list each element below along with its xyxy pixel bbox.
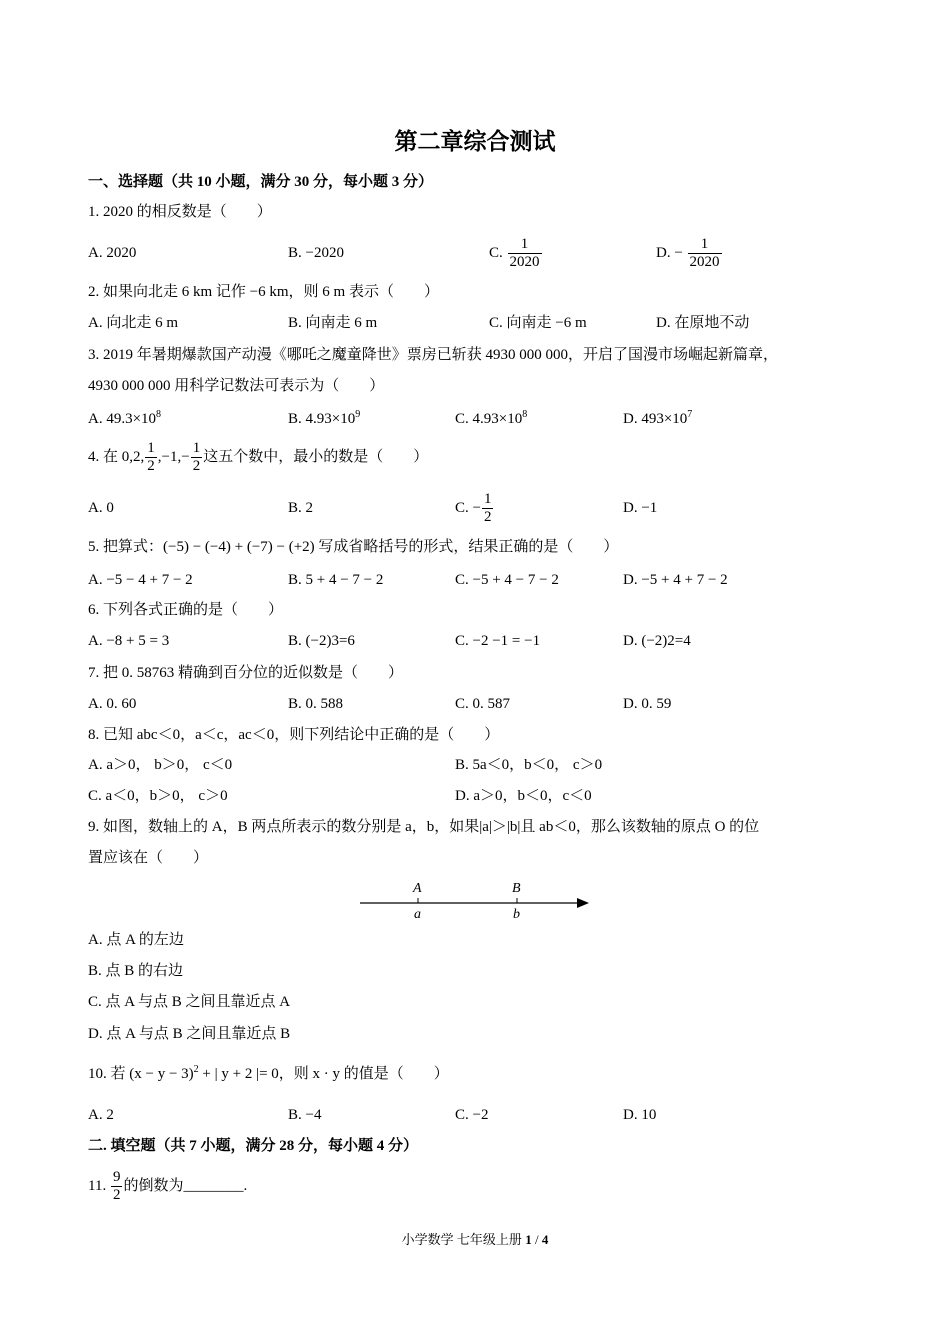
- footer-text: 小学数学 七年级上册: [401, 1232, 526, 1247]
- section-heading-fill: 二. 填空题（共 7 小题，满分 28 分，每小题 4 分）: [88, 1138, 419, 1154]
- option-label: C.: [489, 245, 503, 261]
- question-4-option-c: [455, 485, 494, 531]
- question-3-option-c: [455, 409, 527, 429]
- option-text: D. 493×10: [623, 411, 688, 427]
- question-5-stem: 5. 把算式：(−5) − (−4) + (−7) − (+2) 写成省略括号的形式，结果正确的是（ ）: [88, 539, 619, 555]
- question-2-option-c: C. 向南走 −6 m: [489, 315, 587, 331]
- fraction: [508, 236, 542, 271]
- question-2-option-a: A. 向北走 6 m: [88, 315, 179, 331]
- question-7-option-a: A. 0. 60: [88, 696, 137, 712]
- question-3-stem-line1: 3. 2019 年暑期爆款国产动漫《哪吒之魔童降世》票房已斩获 4930 000 000，开启了国漫市场崛起新篇章，: [88, 347, 779, 363]
- question-1-option-d: [656, 230, 723, 276]
- page-separator: /: [531, 1232, 542, 1247]
- question-8-option-b: B. 5a＜0，b＜0， c＞0: [455, 757, 603, 773]
- exponent: 9: [355, 409, 361, 420]
- question-8-option-d: D. a＞0，b＜0，c＜0: [455, 788, 592, 804]
- fraction-numerator: 1: [483, 491, 492, 508]
- question-1-option-b: B. −2020: [288, 245, 344, 261]
- question-2-option-d: D. 在原地不动: [656, 315, 750, 331]
- fraction: [111, 1169, 123, 1204]
- fraction-numerator: 1: [147, 440, 155, 457]
- fraction-denominator: 2: [147, 458, 155, 475]
- question-10-option-a: A. 2: [88, 1107, 114, 1123]
- stem-text: + | y + 2 |= 0，则 x · y 的值是（ ）: [198, 1066, 449, 1082]
- question-7-option-c: C. 0. 587: [455, 696, 511, 712]
- question-7-option-b: B. 0. 588: [288, 696, 344, 712]
- stem-text: 10. 若 (x − y − 3): [88, 1066, 194, 1082]
- question-6-option-b: B. (−2)3=6: [288, 633, 355, 649]
- question-7-option-d: D. 0. 59: [623, 696, 672, 712]
- exponent: 2: [193, 1064, 199, 1075]
- option-text: B. 4.93×10: [288, 411, 356, 427]
- exponent: 8: [156, 409, 162, 420]
- option-text: A. 49.3×10: [88, 411, 157, 427]
- fraction: [482, 491, 494, 526]
- fraction: [145, 440, 157, 475]
- question-7-stem: 7. 把 0. 58763 精确到百分位的近似数是（ ）: [88, 665, 404, 681]
- question-9-stem-line2: 置应该在（ ）: [88, 850, 209, 866]
- stem-text: 这五个数中，最小的数是（ ）: [203, 449, 429, 465]
- page-number: 1: [525, 1232, 532, 1247]
- fraction-denominator: 2: [192, 458, 201, 475]
- question-3-option-a: [88, 409, 161, 429]
- fraction-numerator: 1: [688, 236, 722, 254]
- question-9-option-c: C. 点 A 与点 B 之间且靠近点 A: [88, 994, 291, 1010]
- question-3-option-d: [623, 409, 692, 429]
- question-8-option-c: C. a＜0，b＞0， c＞0: [88, 788, 228, 804]
- question-6-stem: 6. 下列各式正确的是（ ）: [88, 602, 284, 618]
- stem-text: 11.: [88, 1178, 110, 1194]
- section-heading-choice: 一、选择题（共 10 小题，满分 30 分，每小题 3 分）: [88, 174, 434, 190]
- fraction: [688, 236, 722, 271]
- fraction-denominator: 2: [483, 509, 492, 526]
- question-10-stem: [88, 1064, 449, 1084]
- question-2-option-b: B. 向南走 6 m: [288, 315, 378, 331]
- question-8-stem: 8. 已知 abc＜0，a＜c，ac＜0，则下列结论中正确的是（ ）: [88, 727, 500, 743]
- value-b-label: b: [513, 907, 520, 922]
- fraction-numerator: 1: [508, 236, 542, 254]
- stem-text: 的倒数为________.: [123, 1178, 248, 1194]
- stem-text: ,−1,−: [157, 449, 190, 465]
- fraction-denominator: 2020: [509, 254, 540, 271]
- fraction-denominator: 2020: [689, 254, 720, 271]
- question-11-stem: [88, 1163, 247, 1209]
- page-total: 4: [541, 1232, 549, 1247]
- question-3-option-b: [288, 409, 360, 429]
- question-4-stem: [88, 434, 428, 480]
- question-2-stem: 2. 如果向北走 6 km 记作 −6 km，则 6 m 表示（ ）: [88, 284, 439, 300]
- option-label: D. −: [656, 245, 683, 261]
- question-10-option-d: D. 10: [623, 1107, 657, 1123]
- fraction: [191, 440, 203, 475]
- question-5-option-c: C. −5 + 4 − 7 − 2: [455, 572, 559, 588]
- option-text: C. 4.93×10: [455, 411, 523, 427]
- stem-text: 4. 在 0,2,: [88, 449, 145, 465]
- question-10-option-b: B. −4: [288, 1107, 322, 1123]
- exponent: 8: [522, 409, 528, 420]
- question-9-stem-line1: 9. 如图，数轴上的 A，B 两点所表示的数分别是 a，b，如果|a|＞|b|且 ab＜0，那么该数轴的原点 O 的位: [88, 819, 760, 835]
- question-8-option-a: A. a＞0， b＞0， c＜0: [88, 757, 233, 773]
- question-1-stem: 1. 2020 的相反数是（ ）: [88, 204, 272, 220]
- fraction-numerator: 9: [112, 1169, 121, 1186]
- question-3-stem-line2: 4930 000 000 用科学记数法可表示为（ ）: [88, 378, 385, 394]
- question-4-option-b: B. 2: [288, 500, 314, 516]
- question-6-option-c: C. −2 −1 = −1: [455, 633, 541, 649]
- point-B-label: B: [512, 881, 521, 896]
- question-1-option-c: [489, 230, 543, 276]
- number-line-figure: [355, 876, 595, 924]
- question-5-option-a: A. −5 − 4 + 7 − 2: [88, 572, 193, 588]
- question-4-option-a: A. 0: [88, 500, 114, 516]
- page-footer: [0, 1230, 950, 1250]
- exponent: 7: [687, 409, 693, 420]
- question-6-option-d: D. (−2)2=4: [623, 633, 691, 649]
- question-9-option-a: A. 点 A 的左边: [88, 932, 184, 948]
- question-4-option-d: D. −1: [623, 500, 658, 516]
- question-10-option-c: C. −2: [455, 1107, 489, 1123]
- option-label: C. −: [455, 500, 481, 516]
- number-line-arrow: [577, 898, 589, 908]
- question-6-option-a: A. −8 + 5 = 3: [88, 633, 170, 649]
- fraction-numerator: 1: [192, 440, 201, 457]
- fraction-denominator: 2: [112, 1187, 121, 1204]
- page-title: 第二章综合测试: [394, 129, 556, 154]
- value-a-label: a: [414, 907, 421, 922]
- question-9-option-d: D. 点 A 与点 B 之间且靠近点 B: [88, 1026, 291, 1042]
- point-A-label: A: [413, 881, 422, 896]
- question-1-option-a: A. 2020: [88, 245, 137, 261]
- question-5-option-b: B. 5 + 4 − 7 − 2: [288, 572, 384, 588]
- question-5-option-d: D. −5 + 4 + 7 − 2: [623, 572, 728, 588]
- question-9-option-b: B. 点 B 的右边: [88, 963, 184, 979]
